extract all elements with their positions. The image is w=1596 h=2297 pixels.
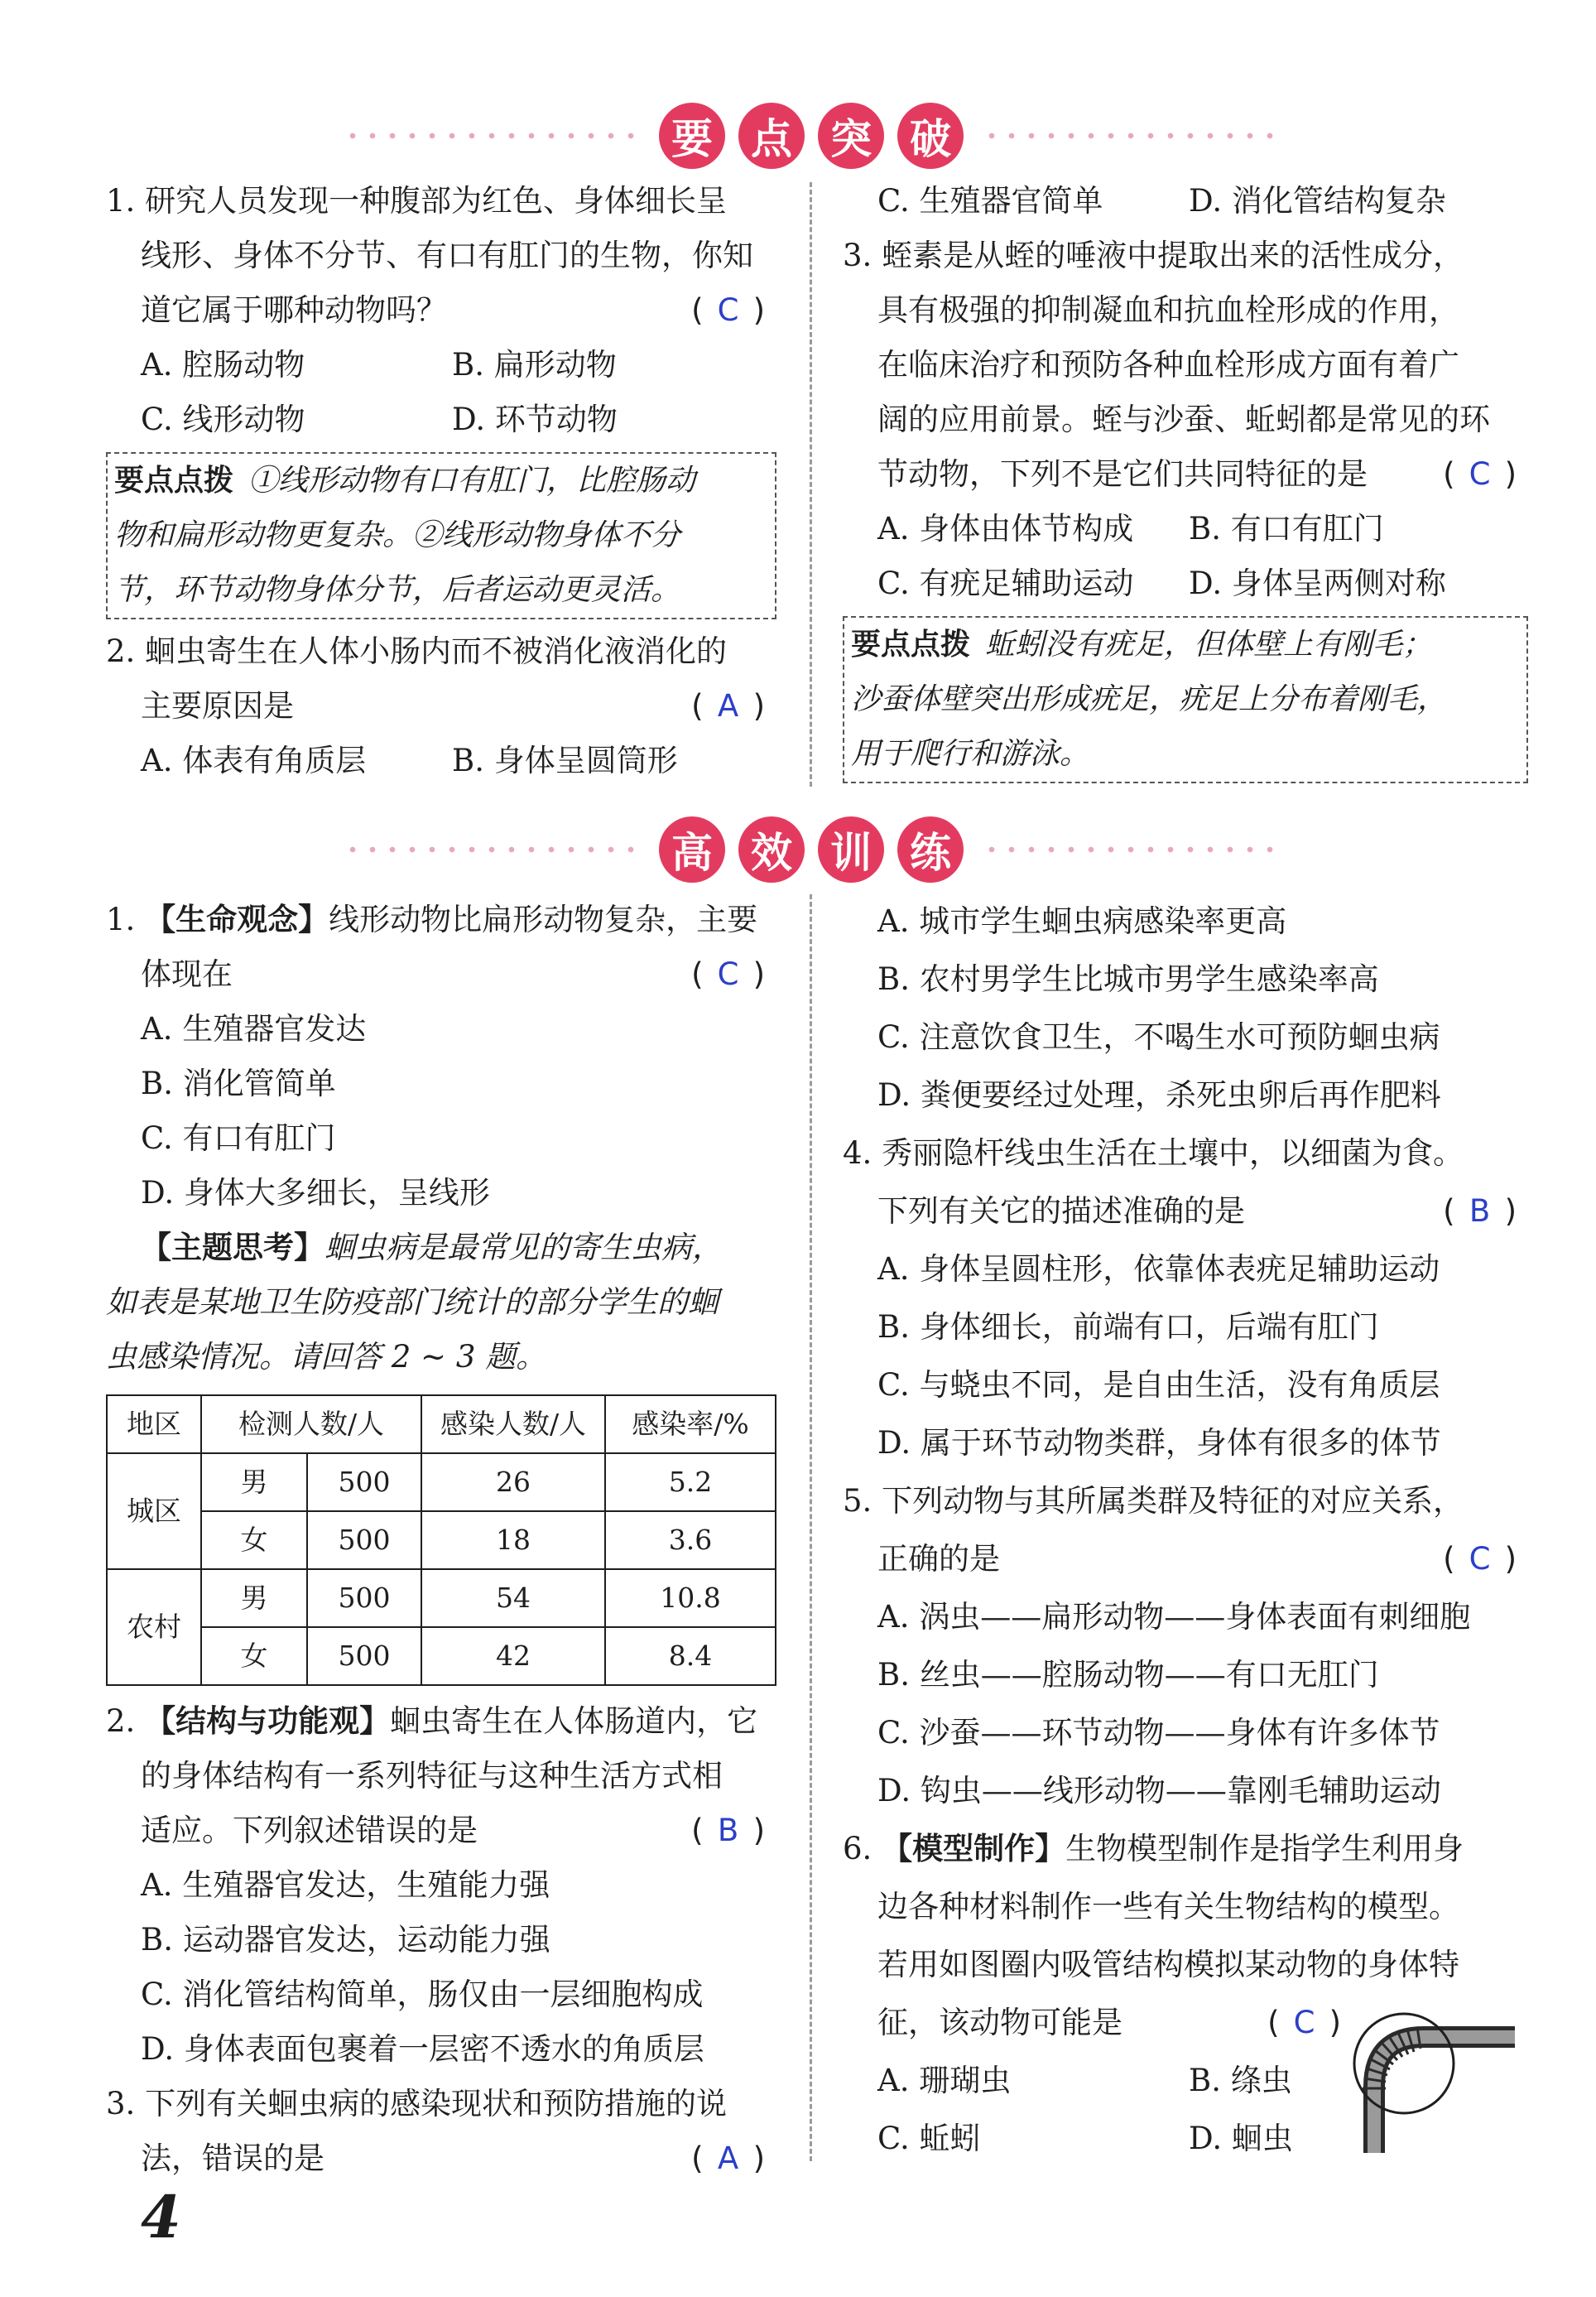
answer-letter: B — [1469, 1193, 1491, 1229]
question-line: 6. 【模型制作】生物模型制作是指学生利用身 — [843, 1831, 1464, 1866]
tip-title: 要点点拨 — [851, 628, 971, 662]
option: D. 环节动物 — [452, 402, 618, 437]
theme-line: 虫感染情况。请回答 2 ~ 3 题。 — [106, 1339, 547, 1375]
table-cell: 18 — [421, 1511, 605, 1569]
question-line: 1. 研究人员发现一种腹部为红色、身体细长呈 — [106, 183, 728, 219]
option: A. 身体由体节构成 — [877, 511, 1134, 547]
question-line: 1. 【生命观念】线形动物比扁形动物复杂，主要 — [106, 902, 758, 937]
answer-letter: A — [717, 2140, 739, 2176]
question-line — [106, 283, 776, 338]
infection-table — [106, 1394, 776, 1686]
page-number: 4 — [141, 2183, 181, 2251]
question-tag: 【结构与功能观】 — [145, 1703, 391, 1739]
option: C. 消化管结构简单，肠仅由一层细胞构成 — [141, 1977, 704, 2012]
answer-mark: ( C ) — [691, 947, 765, 1002]
tip-text: 物和扁形动物更复杂。②线形动物身体不分 — [114, 518, 681, 552]
option: A. 腔肠动物 — [141, 347, 305, 383]
option: C. 有口有肛门 — [141, 1120, 336, 1156]
header-char: 要 — [659, 103, 725, 169]
answer-mark: ( B ) — [691, 1803, 765, 1858]
header-char: 效 — [738, 816, 805, 883]
answer-mark: ( A ) — [691, 679, 765, 734]
train-left-column — [106, 893, 776, 2186]
table-cell: 26 — [421, 1453, 605, 1511]
tip-box — [843, 616, 1528, 783]
question-line: 在临床治疗和预防各种血栓形成方面有着广 — [877, 347, 1459, 383]
answer-letter: C — [717, 956, 739, 992]
header-char: 高 — [659, 816, 725, 883]
section-header-training — [348, 810, 1275, 889]
question-text: 生物模型制作是指学生利用身 — [1065, 1831, 1464, 1866]
answer-mark: ( C ) — [691, 283, 765, 338]
option-row — [106, 734, 776, 788]
table-cell: 男 — [201, 1453, 307, 1511]
table-cell: 54 — [421, 1569, 605, 1627]
column-divider — [810, 894, 812, 2161]
table-cell: 500 — [307, 1627, 421, 1685]
dotted-divider — [987, 132, 1275, 139]
option-row — [843, 556, 1528, 611]
bendy-straw-figure — [1353, 1996, 1518, 2161]
tip-text: 用于爬行和游泳。 — [851, 737, 1090, 771]
table-row — [107, 1569, 776, 1627]
header-char: 点 — [738, 103, 805, 169]
theme-tag: 【主题思考】 — [141, 1230, 324, 1265]
question-tag: 【生命观念】 — [145, 902, 329, 937]
option: C. 蚯蚓 — [877, 2121, 981, 2156]
option: D. 钩虫——线形动物——靠刚毛辅助运动 — [877, 1773, 1441, 1808]
answer-mark: ( C ) — [1443, 447, 1517, 502]
theme-line — [106, 1221, 776, 1275]
table-cell: 42 — [421, 1627, 605, 1685]
key-right-column — [843, 174, 1528, 788]
option-row — [843, 174, 1528, 229]
table-header: 感染人数/人 — [421, 1395, 605, 1453]
table-cell: 8.4 — [605, 1627, 776, 1685]
option: B. 运动器官发达，运动能力强 — [141, 1922, 550, 1958]
answer-letter: C — [1293, 2005, 1315, 2040]
option: D. 粪便要经过处理，杀死虫卵后再作肥料 — [877, 1077, 1441, 1113]
question-line: 边各种材料制作一些有关生物结构的模型。 — [877, 1889, 1459, 1924]
section-header-key-points — [348, 96, 1275, 176]
option: B. 丝虫——腔肠动物——有口无肛门 — [877, 1657, 1379, 1693]
question-line: 线形、身体不分节、有口有肛门的生物，你知 — [141, 238, 753, 273]
table-region: 农村 — [107, 1569, 201, 1685]
option: B. 消化管简单 — [141, 1066, 336, 1101]
option: C. 注意饮食卫生，不喝生水可预防蛔虫病 — [877, 1019, 1440, 1055]
table-cell: 3.6 — [605, 1511, 776, 1569]
option: B. 扁形动物 — [452, 347, 617, 383]
answer-letter: C — [717, 292, 739, 328]
question-text: 蛔虫寄生在人体肠道内，它 — [390, 1703, 758, 1739]
option: B. 绦虫 — [1189, 2063, 1292, 2098]
question-text: 节动物，下列不是它们共同特征的是 — [877, 456, 1368, 492]
tip-text: 蚯蚓没有疣足，但体壁上有刚毛； — [985, 628, 1433, 662]
tip-text: ①线形动物有口有肛门，比腔肠动 — [248, 464, 696, 498]
option: D. 消化管结构复杂 — [1189, 183, 1446, 219]
option: A. 城市学生蛔虫病感染率更高 — [877, 903, 1287, 939]
table-cell: 女 — [201, 1511, 307, 1569]
option-row — [106, 338, 776, 392]
option: A. 生殖器官发达 — [141, 1011, 367, 1047]
option: D. 身体大多细长，呈线形 — [141, 1175, 490, 1211]
table-header: 地区 — [107, 1395, 201, 1453]
answer-mark: ( A ) — [691, 2131, 765, 2186]
answer-mark: ( C ) — [1443, 1530, 1517, 1588]
question-line — [106, 2131, 776, 2186]
question-line: 3. 蛭素是从蛭的唾液中提取出来的活性成分， — [843, 238, 1464, 273]
question-line: 2. 【结构与功能观】蛔虫寄生在人体肠道内，它 — [106, 1703, 758, 1739]
question-line: 5. 下列动物与其所属类群及特征的对应关系， — [843, 1483, 1464, 1519]
question-line — [843, 447, 1528, 502]
option-row — [843, 502, 1528, 556]
question-line — [106, 947, 776, 1002]
answer-letter: A — [717, 688, 739, 724]
answer-mark: ( C ) — [1267, 1994, 1341, 2052]
option: A. 体表有角质层 — [141, 743, 367, 778]
option: B. 身体呈圆筒形 — [452, 743, 678, 778]
header-char: 练 — [897, 816, 964, 883]
option: C. 生殖器官简单 — [877, 183, 1103, 219]
table-row — [107, 1627, 776, 1685]
key-left-column — [106, 174, 776, 788]
option: A. 身体呈圆柱形，依靠体表疣足辅助运动 — [877, 1251, 1440, 1287]
table-cell: 500 — [307, 1453, 421, 1511]
option: A. 涡虫——扁形动物——身体表面有刺细胞 — [877, 1599, 1471, 1635]
answer-mark: ( B ) — [1443, 1182, 1517, 1240]
option: B. 农村男学生比城市男学生感染率高 — [877, 961, 1379, 997]
theme-text: 蛔虫病是最常见的寄生虫病， — [324, 1230, 723, 1265]
option: C. 与蛲虫不同，是自由生活，没有角质层 — [877, 1367, 1440, 1403]
theme-line: 如表是某地卫生防疫部门统计的部分学生的蛔 — [106, 1284, 719, 1320]
question-line — [843, 1530, 1528, 1588]
option: C. 有疣足辅助运动 — [877, 566, 1134, 601]
table-region: 城区 — [107, 1453, 201, 1569]
question-text: 征，该动物可能是 — [877, 2005, 1122, 2040]
answer-letter: C — [1469, 1541, 1491, 1577]
question-line: 3. 下列有关蛔虫病的感染现状和预防措施的说 — [106, 2086, 728, 2121]
tip-box — [106, 452, 776, 619]
question-text: 下列有关它的描述准确的是 — [877, 1193, 1245, 1229]
question-text: 法，错误的是 — [141, 2140, 324, 2176]
question-line: 2. 蛔虫寄生在人体小肠内而不被消化液消化的 — [106, 633, 728, 669]
answer-letter: C — [1469, 456, 1491, 492]
question-line — [843, 1182, 1528, 1240]
question-text: 体现在 — [141, 956, 233, 992]
dotted-divider — [987, 846, 1275, 853]
option: D. 身体表面包裹着一层密不透水的角质层 — [141, 2031, 704, 2067]
table-header-row — [107, 1395, 776, 1453]
question-line — [106, 679, 776, 734]
option: D. 蛔虫 — [1189, 2121, 1293, 2156]
table-header: 检测人数/人 — [201, 1395, 421, 1453]
table-cell: 500 — [307, 1511, 421, 1569]
question-line: 4. 秀丽隐杆线虫生活在土壤中，以细菌为食。 — [843, 1135, 1464, 1171]
header-char: 训 — [818, 816, 884, 883]
dotted-divider — [348, 132, 636, 139]
option: C. 沙蚕——环节动物——身体有许多体节 — [877, 1715, 1440, 1750]
question-line — [843, 1994, 1341, 2052]
question-line: 的身体结构有一系列特征与这种生活方式相 — [141, 1758, 723, 1794]
option: A. 珊瑚虫 — [877, 2063, 1012, 2098]
option: A. 生殖器官发达，生殖能力强 — [141, 1867, 550, 1903]
question-line — [106, 1803, 776, 1858]
table-header: 感染率/% — [605, 1395, 776, 1453]
option: B. 身体细长，前端有口，后端有肛门 — [877, 1309, 1379, 1345]
question-text: 适应。下列叙述错误的是 — [141, 1813, 478, 1848]
table-cell: 男 — [201, 1569, 307, 1627]
table-cell: 500 — [307, 1569, 421, 1627]
train-right-column — [843, 893, 1528, 2168]
question-text: 正确的是 — [877, 1541, 1000, 1577]
answer-letter: B — [717, 1813, 739, 1848]
option: B. 有口有肛门 — [1189, 511, 1384, 547]
question-text: 道它属于哪种动物吗？ — [141, 292, 447, 328]
header-char: 破 — [897, 103, 964, 169]
question-line: 阔的应用前景。蛭与沙蚕、蚯蚓都是常见的环 — [877, 402, 1490, 437]
table-row — [107, 1453, 776, 1511]
table-cell: 5.2 — [605, 1453, 776, 1511]
question-tag: 【模型制作】 — [882, 1831, 1066, 1866]
option: C. 线形动物 — [141, 402, 305, 437]
tip-text: 沙蚕体壁突出形成疣足，疣足上分布着刚毛， — [851, 682, 1448, 716]
question-text: 主要原因是 — [141, 688, 294, 724]
question-text: 线形动物比扁形动物复杂，主要 — [329, 902, 758, 937]
question-line: 若用如图圈内吸管结构模拟某动物的身体特 — [877, 1947, 1459, 1982]
column-divider — [810, 182, 812, 787]
option-row — [106, 392, 776, 447]
option: D. 身体呈两侧对称 — [1189, 566, 1446, 601]
tip-title: 要点点拨 — [114, 464, 234, 498]
table-cell: 10.8 — [605, 1569, 776, 1627]
table-row — [107, 1511, 776, 1569]
option: D. 属于环节动物类群，身体有很多的体节 — [877, 1425, 1441, 1461]
dotted-divider — [348, 846, 636, 853]
table-cell: 女 — [201, 1627, 307, 1685]
question-line: 具有极强的抑制凝血和抗血栓形成的作用， — [877, 292, 1459, 328]
header-char: 突 — [818, 103, 884, 169]
tip-text: 节，环节动物身体分节，后者运动更灵活。 — [114, 573, 681, 607]
